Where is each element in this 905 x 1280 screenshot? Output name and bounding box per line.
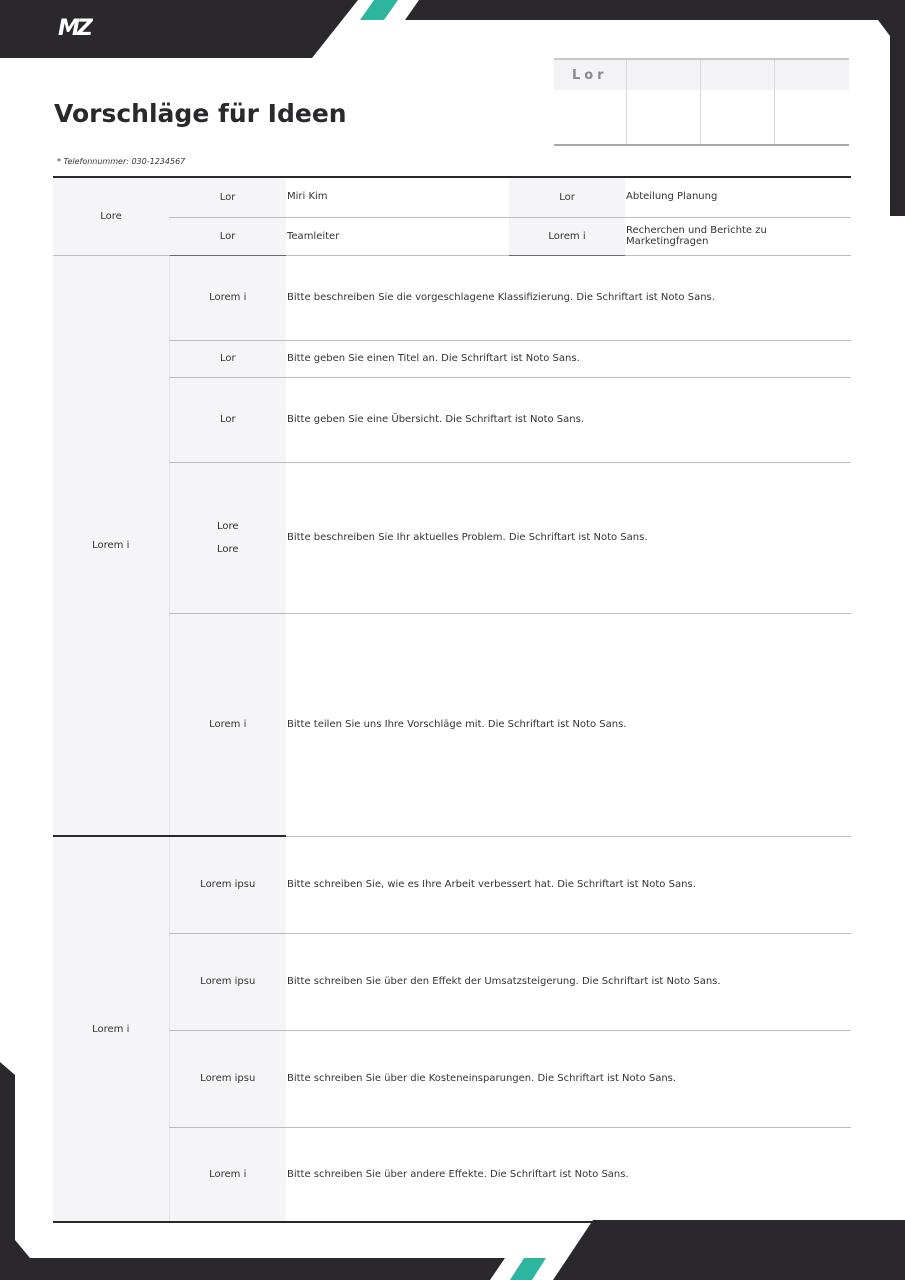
effects-cost-value[interactable]: Bitte schreiben Sie über die Kosteneinsparungen. Die Schriftart ist Noto Sans.: [286, 1030, 851, 1127]
info-row-1: [53, 177, 851, 217]
page-title: Vorschläge für Ideen: [54, 99, 347, 128]
info-dept-value[interactable]: Abteilung Planung: [625, 177, 851, 217]
proposal-suggestion-value[interactable]: Bitte teilen Sie uns Ihre Vorschläge mit. Die Schriftart ist Noto Sans.: [286, 613, 851, 836]
proposal-row-4: [53, 462, 851, 613]
approval-sign-1[interactable]: [626, 90, 700, 145]
brand-logo: MZ: [58, 16, 90, 41]
proposal-title-value[interactable]: Bitte geben Sie einen Titel an. Die Schriftart ist Noto Sans.: [286, 340, 851, 377]
info-row-2: [53, 217, 851, 255]
bottom-dark-band-right: [553, 1220, 905, 1280]
proposal-row-2: [53, 340, 851, 377]
info-name-value[interactable]: Miri Kim: [286, 177, 509, 217]
effects-sales-value[interactable]: Bitte schreiben Sie über den Effekt der Umsatzsteigerung. Die Schriftart ist Noto Sans.: [286, 933, 851, 1030]
info-position-label: Lor: [169, 217, 286, 255]
info-name-label: Lor: [169, 177, 286, 217]
effects-row-2: [53, 933, 851, 1030]
info-task-label: Lorem i: [509, 217, 625, 255]
proposal-summary-label: Lor: [169, 377, 286, 462]
effects-other-label: Lorem i: [169, 1127, 286, 1222]
effects-other-value[interactable]: Bitte schreiben Sie über andere Effekte. Die Schriftart ist Noto Sans.: [286, 1127, 851, 1222]
proposal-row-3: [53, 377, 851, 462]
approval-cell-3: [774, 59, 849, 90]
bottom-accent-stripe: [510, 1258, 546, 1280]
info-position-value[interactable]: Teamleiter: [286, 217, 509, 255]
top-accent-stripe: [360, 0, 398, 20]
proposal-problem-value[interactable]: Bitte beschreiben Sie Ihr aktuelles Problem. Die Schriftart ist Noto Sans.: [286, 462, 851, 613]
effects-work-value[interactable]: Bitte schreiben Sie, wie es Ihre Arbeit verbessert hat. Die Schriftart ist Noto Sans.: [286, 836, 851, 933]
approval-sign-0[interactable]: [554, 90, 626, 145]
proposal-form: [53, 176, 851, 1223]
proposal-summary-value[interactable]: Bitte geben Sie eine Übersicht. Die Schriftart ist Noto Sans.: [286, 377, 851, 462]
proposal-problem-label: [169, 462, 286, 613]
proposal-row-5: [53, 613, 851, 836]
effects-row-1: [53, 836, 851, 933]
approval-sign-2[interactable]: [700, 90, 774, 145]
effects-row-3: [53, 1030, 851, 1127]
proposal-section-label: Lorem i: [53, 255, 169, 836]
proposal-classification-label: Lorem i: [169, 255, 286, 340]
proposal-suggestion-label: Lorem i: [169, 613, 286, 836]
proposal-title-label: Lor: [169, 340, 286, 377]
proposal-problem-label-line1: Lore: [216, 520, 239, 532]
effects-work-label: Lorem ipsu: [169, 836, 286, 933]
proposal-row-1: [53, 255, 851, 340]
effects-cost-label: Lorem ipsu: [169, 1030, 286, 1127]
approval-cell-1: [626, 59, 700, 90]
proposal-problem-label-line2: Lore: [216, 543, 239, 555]
effects-sales-label: Lorem ipsu: [169, 933, 286, 1030]
effects-section-label: Lorem i: [53, 836, 169, 1222]
approval-box: [554, 58, 849, 146]
proposal-classification-value[interactable]: Bitte beschreiben Sie die vorgeschlagene Klassifizierung. Die Schriftart ist Noto Sans.: [286, 255, 851, 340]
approval-sign-3[interactable]: [774, 90, 849, 145]
top-dark-band-left: [0, 0, 358, 58]
effects-row-4: [53, 1127, 851, 1222]
info-section-label: Lore: [53, 177, 169, 255]
approval-cell-2: [700, 59, 774, 90]
info-task-value[interactable]: Recherchen und Berichte zu Marketingfragen: [625, 217, 851, 255]
info-dept-label: Lor: [509, 177, 625, 217]
approval-label: Lor: [554, 59, 626, 90]
phone-note: * Telefonnummer: 030-1234567: [57, 157, 186, 166]
